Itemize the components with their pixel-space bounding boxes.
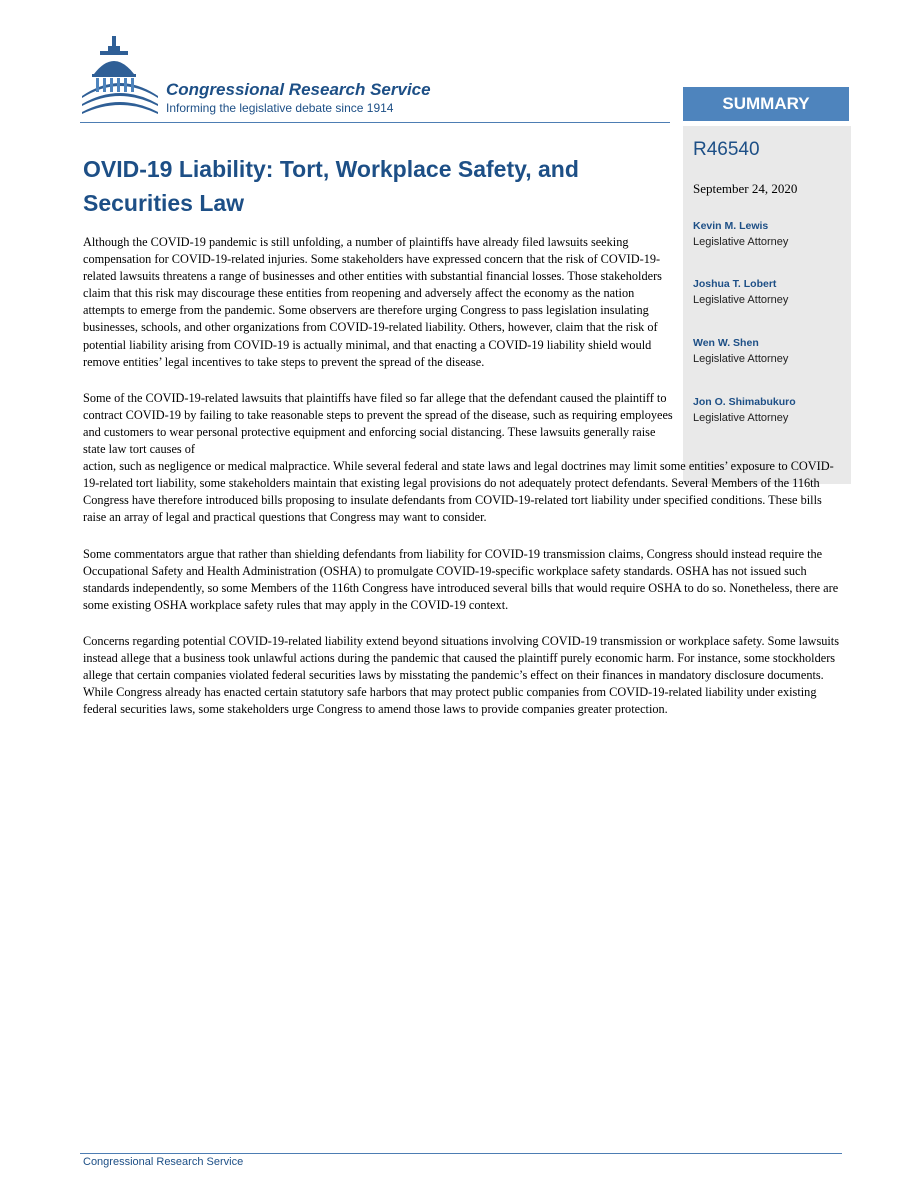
body-paragraph: Although the COVID-19 pandemic is still unfolding, a number of plaintiffs have already filed lawsuits seeking compensation for COVID-19-related injuries. Some stakeholders have expressed concern that the risk of COVID-19-related lawsuits threatens a range of businesses and other entities with substantial financial losses. Those stakeholders claim that this risk may discourage these entities from reopening and adversely affect the economy as the nation attempts to emerge from the pandemic. Some observers are therefore urging Congress to pass legislation insulating businesses, schools, and other organizations from COVID-19-related liability. Others, however, claim that the risk of potential liability arising from COVID-19 is actually minimal, and that enacting a COVID-19 liability shield would remove entities’ legal incentives to take steps to prevent the spread of the disease. (83, 235, 662, 369)
crs-logo (80, 34, 480, 124)
body-paragraph: Concerns regarding potential COVID-19-related liability extend beyond situations involving COVID-19 transmission or workplace safety. Some lawsuits instead allege that a business took unlawful actions during the pandemic that caused the plaintiff purely economic harm. For instance, some stockholders allege that certain companies violated federal securities laws by misstating the pandemic’s effect on their finances in mandatory disclosure documents. While Congress already has enacted certain statutory safe harbors that may protect public companies from COVID-19-related liability under existing federal securities laws, some stakeholders urge Congress to amend those laws to provide companies greater protection. (83, 633, 839, 717)
org-tagline: Informing the legislative debate since 1914 (166, 101, 394, 115)
author-title: Legislative Attorney (693, 236, 789, 248)
org-name: Congressional Research Service (166, 80, 431, 99)
author-title: Legislative Attorney (693, 412, 789, 424)
footer-org-name: Congressional Research Service (83, 1156, 244, 1168)
capitol-dome-icon (80, 34, 160, 122)
author-title: Legislative Attorney (693, 294, 789, 306)
body-paragraph: action, such as negligence or medical malpractice. While several federal and state laws and legal doctrines may limit some entities’ exposure to COVID-19-related tort liability, some stakeholders maintain that existing legal provisions do not adequately protect defendants. Several Members of the 116th Congress have therefore introduced bills proposing to insulate defendants from COVID-19-related tort liability under specified conditions. These bills raise an array of legal and practical questions that Congress may want to consider. (83, 459, 834, 525)
author-name: Jon O. Shimabukuro (693, 396, 796, 408)
summary-body (83, 234, 845, 737)
author-name: Joshua T. Lobert (693, 278, 777, 290)
body-paragraph: Some of the COVID-19-related lawsuits that plaintiffs have filed so far allege that the defendant caused the plaintiff to contract COVID-19 by failing to take reasonable steps to prevent the spread of the disease, such as requiring employees and customers to wear personal protective equipment and enforcing social distancing. These lawsuits generally raise state law tort causes of (83, 390, 673, 457)
author-name: Kevin M. Lewis (693, 220, 769, 232)
author-name: Wen W. Shen (693, 337, 759, 349)
header-divider (80, 122, 670, 123)
summary-banner: SUMMARY (683, 87, 849, 121)
document-title: OVID-19 Liability: Tort, Workplace Safety, and Securities Law (83, 156, 579, 216)
author-title: Legislative Attorney (693, 353, 789, 365)
report-number: R46540 (693, 139, 760, 160)
body-paragraph: Some commentators argue that rather than shielding defendants from liability for COVID-19 transmission claims, Congress should instead require the Occupational Safety and Health Administration (OSHA) to promulgate COVID-19-specific workplace safety standards. OSHA has not issued such standards independently, so some Members of the 116th Congress have introduced several bills that would require OSHA to do so. Nonetheless, there are some existing OSHA workplace safety rules that may apply in the COVID-19 context. (83, 546, 839, 612)
report-date: September 24, 2020 (693, 181, 798, 196)
footer-divider (80, 1153, 842, 1154)
